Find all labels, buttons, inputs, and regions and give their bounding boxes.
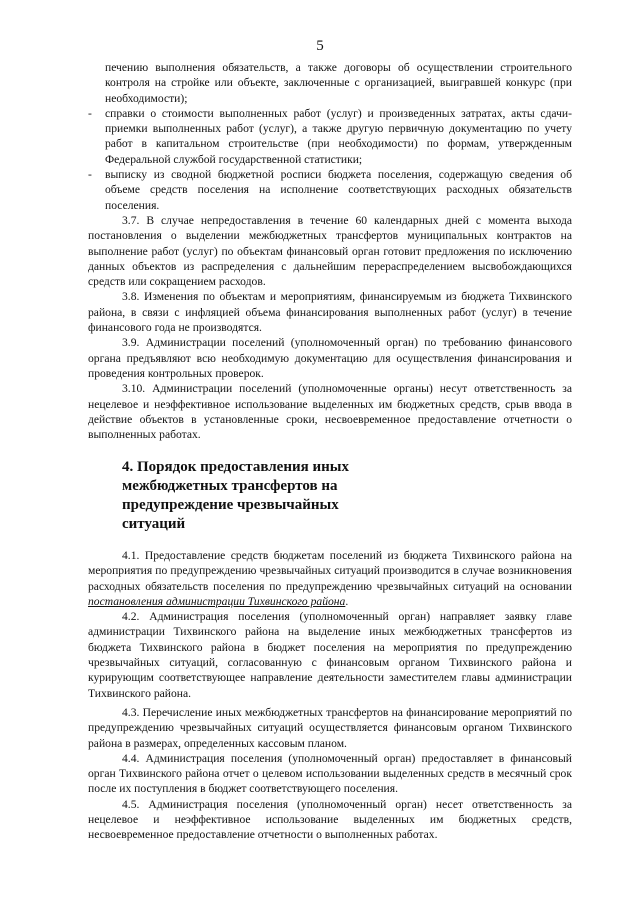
paragraph-3-10: 3.10. Администрации поселений (уполномоченные органы) несут ответственность за нецелевое и неэффективное использование выделенных им бюджетных средств, срыв ввода в действие объектов в установленные сроки, несвоевременное предоставление отчетности о выполненных работах. bbox=[88, 382, 572, 442]
paragraph-4-3: 4.3. Перечисление иных межбюджетных трансфертов на финансирование мероприятий по предупреждению чрезвычайных ситуаций осуществляется финансовым органом Тихвинского района в размерах, определенных кассовым планом. bbox=[88, 705, 572, 750]
section-4-heading: 4. Порядок предоставления иных межбюджетных трансфертов на предупреждение чрезвычайных ситуаций bbox=[122, 459, 349, 532]
paragraph-3-9: 3.9. Администрации поселений (уполномоченный орган) по требованию финансового органа предъявляют всю необходимую документацию для осуществления финансирования и проведения контрольных проверок. bbox=[88, 336, 572, 380]
paragraph-4-1-text: 4.1. Предоставление средств бюджетам поселений из бюджета Тихвинского района на мероприятия по предупреждению чрезвычайных ситуаций производится в случае возникновения расходных обязательств поселения по предупреждению чрезвычайных ситуаций на основании bbox=[88, 549, 572, 593]
list-dash: - bbox=[88, 168, 92, 182]
paragraph-3-8: 3.8. Изменения по объектам и мероприятиям, финансируемым из бюджета Тихвинского района, в связи с инфляцией объема финансирования выполненных работ (услуг) в течение финансового года не производятся. bbox=[88, 290, 572, 335]
list-item-text: выписку из сводной бюджетной росписи бюджета поселения, содержащую сведения об объеме средств поселения на исполнение соответствующих расходных обязательств поселения. bbox=[105, 168, 572, 212]
paragraph-4-5: 4.5. Администрация поселения (уполномоченный орган) несет ответственность за нецелевое и неэффективное использование выделенных им бюджетных средств, несвоевременное предоставление отчетности о выполненных работах. bbox=[88, 797, 572, 842]
paragraph-4-1 bbox=[88, 548, 572, 609]
list-item-cost-certificates bbox=[88, 106, 572, 167]
paragraph-4-1-end: . bbox=[345, 594, 349, 608]
paragraph-4-4: 4.4. Администрация поселения (уполномоченный орган) предоставляет в финансовый орган Тихвинского района отчет о целевом использовании выделенных средств в месячный срок после их поступления в бюджет соответствующего поселения. bbox=[88, 751, 572, 796]
paragraph-4-2: 4.2. Администрация поселения (уполномоченный орган) направляет заявку главе администрации Тихвинского района на выделение иных межбюджетных трансфертов из бюджета Тихвинского района в бюджет поселения на мероприятия по предупреждению чрезвычайных ситуаций, согласованную с финансовым органом Тихвинского района и курирующим соответствующее направление деятельности заместителем главы администрации Тихвинского района. bbox=[88, 610, 572, 700]
list-item-text: справки о стоимости выполненных работ (услуг) и произведенных затратах, акты сдачи-приемки выполненных работ (услуг), а также другую первичную документацию по учету работ в капитальном строительстве (при необходимости) по формам, утвержденным Федеральной службой государственной статистики; bbox=[105, 106, 572, 166]
list-dash: - bbox=[88, 106, 92, 120]
page-number: 5 bbox=[316, 38, 324, 54]
paragraph-guarantee-continuation: печению выполнения обязательств, а также договоры об осуществлении строительного контроля на стройке или объекте, заключенные с организацией, выигравшей конкурс (при необходимости); bbox=[105, 61, 572, 105]
paragraph-3-7: 3.7. В случае непредоставления в течение 60 календарных дней с момента выхода постановления о выделении межбюджетных трансфертов муниципальных контрактов на выполнение работ (услуг) по объектам финансовый орган готовит предложения по исключению данных объектов из распределения с дальнейшим перераспределением высвобождающихся средств или сокращением расходов. bbox=[88, 213, 572, 289]
resolution-link[interactable]: постановления администрации Тихвинского района bbox=[88, 594, 346, 608]
section-3-continuation bbox=[88, 60, 572, 442]
list-item-budget-extract bbox=[88, 167, 572, 213]
section-4-body bbox=[88, 548, 572, 843]
